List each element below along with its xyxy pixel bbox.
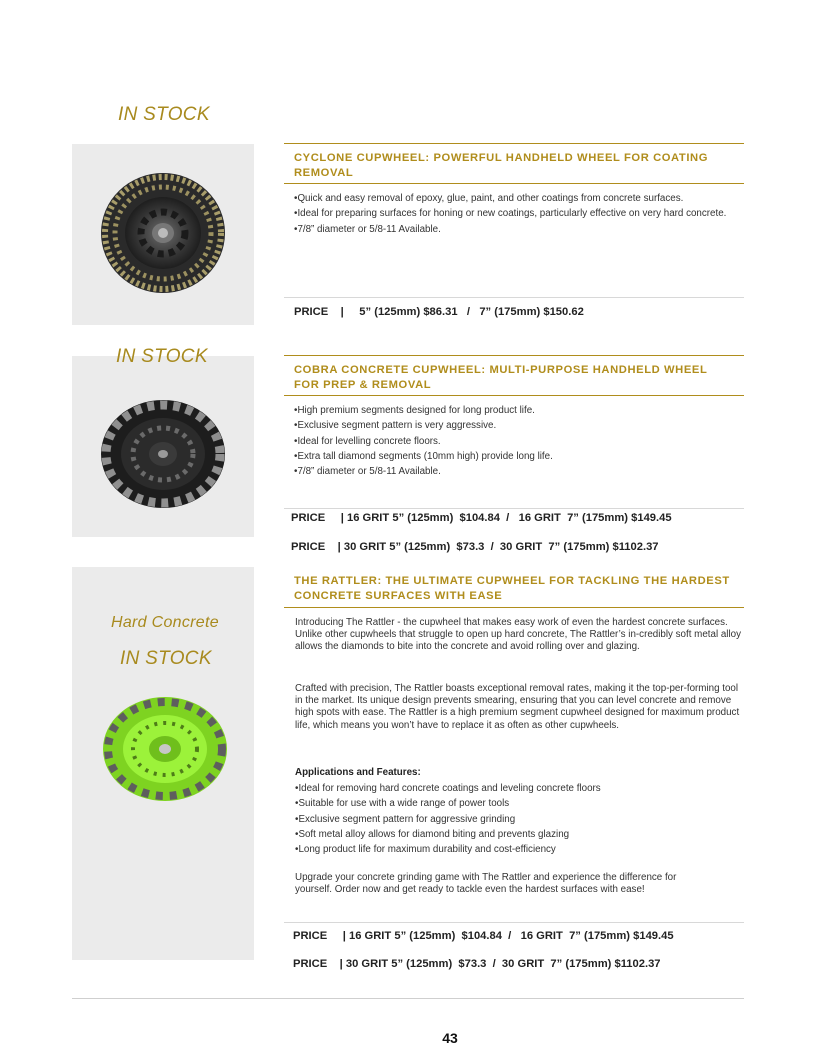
product-image-cyclone [72,144,254,325]
stock-label: IN STOCK [120,648,212,669]
divider [284,183,744,184]
bullet-list-cyclone [294,191,740,237]
list-item: • Soft metal alloy allows for diamond biting and prevents glazing [295,827,741,842]
cyclone-cupwheel-image [72,144,254,325]
cobra-cupwheel-image [72,356,254,537]
page-number: 43 [442,1030,458,1046]
list-item: • Ideal for removing hard concrete coatings and leveling concrete floors [295,781,741,796]
footer-divider [72,998,744,999]
list-item: • Ideal for preparing surfaces for honing or new coatings, particularly effective on very hard concrete. [294,206,740,221]
product-image-cobra [72,356,254,537]
description-paragraph: Crafted with precision, The Rattler boasts exceptional removal rates, making it the top-per-forming tool in the market. Its unique design prevents smearing, ensuring that you can level concrete and remove high spots with ease. The Rattler is a high premium segment cupwheel designed for maximum product life, which means you won’t have to replace it as often as other cupwheels. [295,683,740,731]
product-title-cyclone: CYCLONE CUPWHEEL: POWERFUL HANDHELD WHEEL FOR COATING REMOVAL [294,152,709,179]
divider [284,922,744,923]
stock-label: IN STOCK [116,346,208,367]
divider [284,143,744,144]
list-item: • 7/8” diameter or 5/8-11 Available. [294,464,740,479]
list-item: • Quick and easy removal of epoxy, glue, paint, and other coatings from concrete surfaces. [294,191,740,206]
list-item: • High premium segments designed for long product life. [294,403,740,418]
price-line: PRICE | 5” (125mm) $86.31 / 7” (175mm) $150.62 [294,306,584,318]
hard-concrete-label: Hard Concrete [111,614,219,631]
features-heading: Applications and Features: [295,767,421,778]
list-item: • Exclusive segment pattern is very aggressive. [294,418,740,433]
description-paragraph: Introducing The Rattler - the cupwheel that makes easy work of even the hardest concrete surfaces. Unlike other cupwheels that struggle to open up hard concrete, The Rattler’s in-credibly soft metal alloy allows the diamonds to bite into the concrete and avoid rolling over and glazing. [295,617,741,653]
stock-label: IN STOCK [118,104,210,125]
bullet-list-cobra [294,403,740,479]
divider [284,395,744,396]
divider [284,508,744,509]
bullet-list-rattler [295,781,741,857]
list-item: • 7/8” diameter or 5/8-11 Available. [294,222,740,237]
price-line: PRICE | 30 GRIT 5” (125mm) $73.3 / 30 GRIT 7” (175mm) $1102.37 [293,958,661,970]
list-item: • Extra tall diamond segments (10mm high) provide long life. [294,449,740,464]
closing-paragraph: Upgrade your concrete grinding game with The Rattler and experience the difference for yourself. Order now and get ready to tackle even the hardest surfaces with ease! [295,872,677,896]
price-line: PRICE | 16 GRIT 5” (125mm) $104.84 / 16 GRIT 7” (175mm) $149.45 [291,512,672,524]
list-item: • Exclusive segment pattern for aggressive grinding [295,812,741,827]
list-item: • Long product life for maximum durability and cost-efficiency [295,842,741,857]
list-item: • Ideal for levelling concrete floors. [294,434,740,449]
divider [284,607,744,608]
price-line: PRICE | 30 GRIT 5” (125mm) $73.3 / 30 GRIT 7” (175mm) $1102.37 [291,541,659,553]
product-title-rattler: THE RATTLER: THE ULTIMATE CUPWHEEL FOR TACKLING THE HARDEST CONCRETE SURFACES WITH EASE [294,575,730,602]
product-title-cobra: COBRA CONCRETE CUPWHEEL: MULTI-PURPOSE HANDHELD WHEEL FOR PREP & REMOVAL [294,364,708,391]
price-line: PRICE | 16 GRIT 5” (125mm) $104.84 / 16 GRIT 7” (175mm) $149.45 [293,930,674,942]
divider [284,297,744,298]
divider [284,355,744,356]
list-item: • Suitable for use with a wide range of power tools [295,796,741,811]
